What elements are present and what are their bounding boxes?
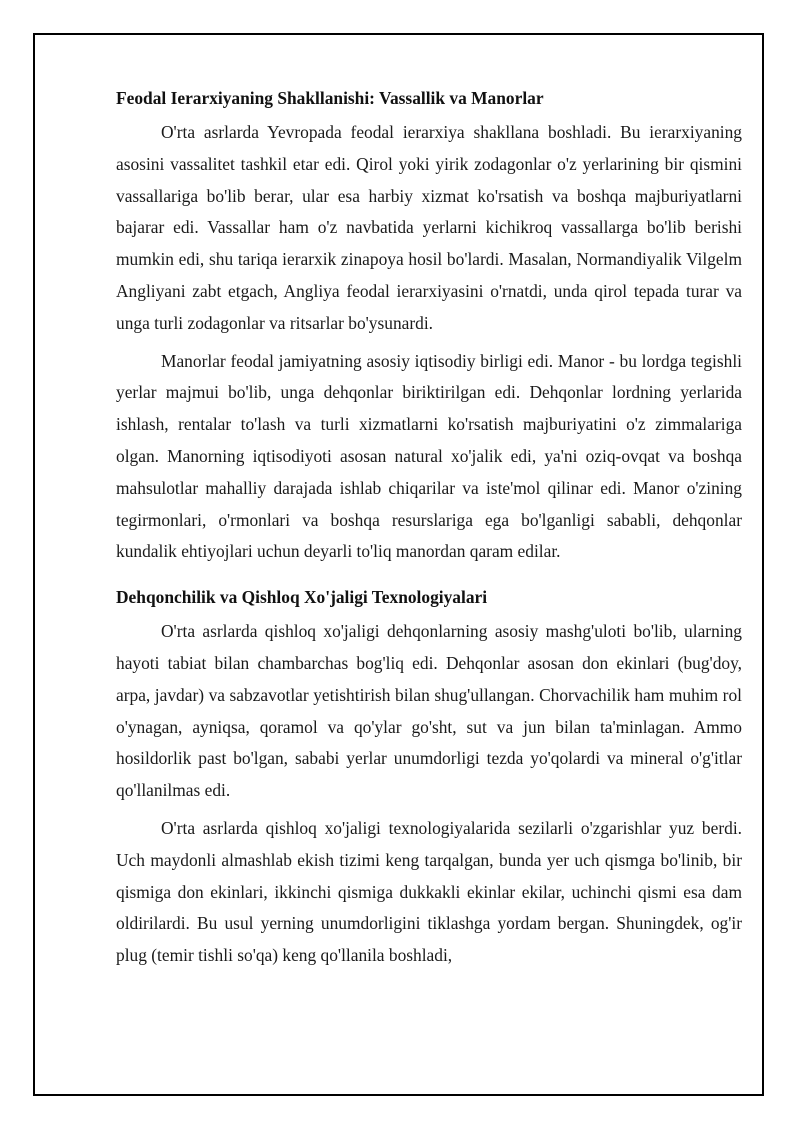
- section-heading-feudal-hierarchy: Feodal Ierarxiyaning Shakllanishi: Vassallik va Manorlar: [116, 88, 544, 108]
- paragraph-agricultural-technology: O'rta asrlarda qishloq xo'jaligi texnologiyalarida sezilarli o'zgarishlar yuz berdi. Uch maydonli almashlab ekish tizimi keng tarqalgan, bunda yer uch qismga bo'linib, bir qismiga don ekinlari, ikkinchi qismiga dukkakli ekinlar ekilar, uchinchi qismi esa dam oldirilardi. Bu usul yerning unumdorligini tiklashga yordam bergan. Shuningdek, og'ir plug (temir tishli so'qa) keng qo'llanila boshladi,: [116, 817, 742, 966]
- paragraph-peasant-farming: O'rta asrlarda qishloq xo'jaligi dehqonlarning asosiy mashg'uloti bo'lib, ularning hayoti tabiat bilan chambarchas bog'liq edi. Dehqonlar asosan don ekinlari (bug'doy, arpa, javdar) va sabzavotlar yetishtirish bilan shug'ullangan. Chorvachilik ham muhim rol o'ynagan, ayniqsa, qoramol va qo'ylar go'sht, sut va jun bilan ta'minlagan. Ammo hosildorlik past bo'lgan, sababi yerlar unumdorligi tezda yo'qolardi va mineral o'g'itlar qo'llanilmas edi.: [116, 621, 742, 801]
- paragraph-manors: Manorlar feodal jamiyatning asosiy iqtisodiy birligi edi. Manor - bu lordga tegishli yerlar majmui bo'lib, unga dehqonlar biriktirilgan edi. Dehqonlar lordning yerlarida ishlash, rentalar to'lash va turli xizmatlarni ko'rsatish majburiyatini o'z zimmalariga olgan. Manorning iqtisodiyoti asosan natural xo'jalik edi, ya'ni oziq-ovqat va boshqa mahsulotlar mahalliy darajada ishlab chiqarilar va iste'mol qilinar edi. Manor o'zining tegirmonlari, o'rmonlari va boshqa resurslariga ega bo'lganligi sababli, dehqonlar kundalik ehtiyojlari uchun deyarli to'liq manordan qaram edilar.: [116, 350, 742, 562]
- section-heading-agriculture: Dehqonchilik va Qishloq Xo'jaligi Texnologiyalari: [116, 587, 488, 608]
- document-body: [116, 86, 742, 978]
- paragraph-vassalage: O'rta asrlarda Yevropada feodal ierarxiya shakllana boshladi. Bu ierarxiyaning asosini vassalitet tashkil etar edi. Qirol yoki yirik zodagonlar o'z yerlarining bir qismini vassallariga bo'lib berar, ular esa harbiy xizmat ko'rsatish va boshqa majburiyatlarni bajarar edi. Vassallar ham o'z navbatida yerlarni kichikroq vassallarga bo'lib berishi mumkin edi, shu tariqa ierarxik zinapoya hosil bo'lardi. Masalan, Normandiyalik Vilgelm Angliyani zabt etgach, Angliya feodal ierarxiyasini o'rnatdi, unda qirol tepada turar va unga turli zodagonlar va ritsarlar bo'ysunardi.: [116, 122, 742, 333]
